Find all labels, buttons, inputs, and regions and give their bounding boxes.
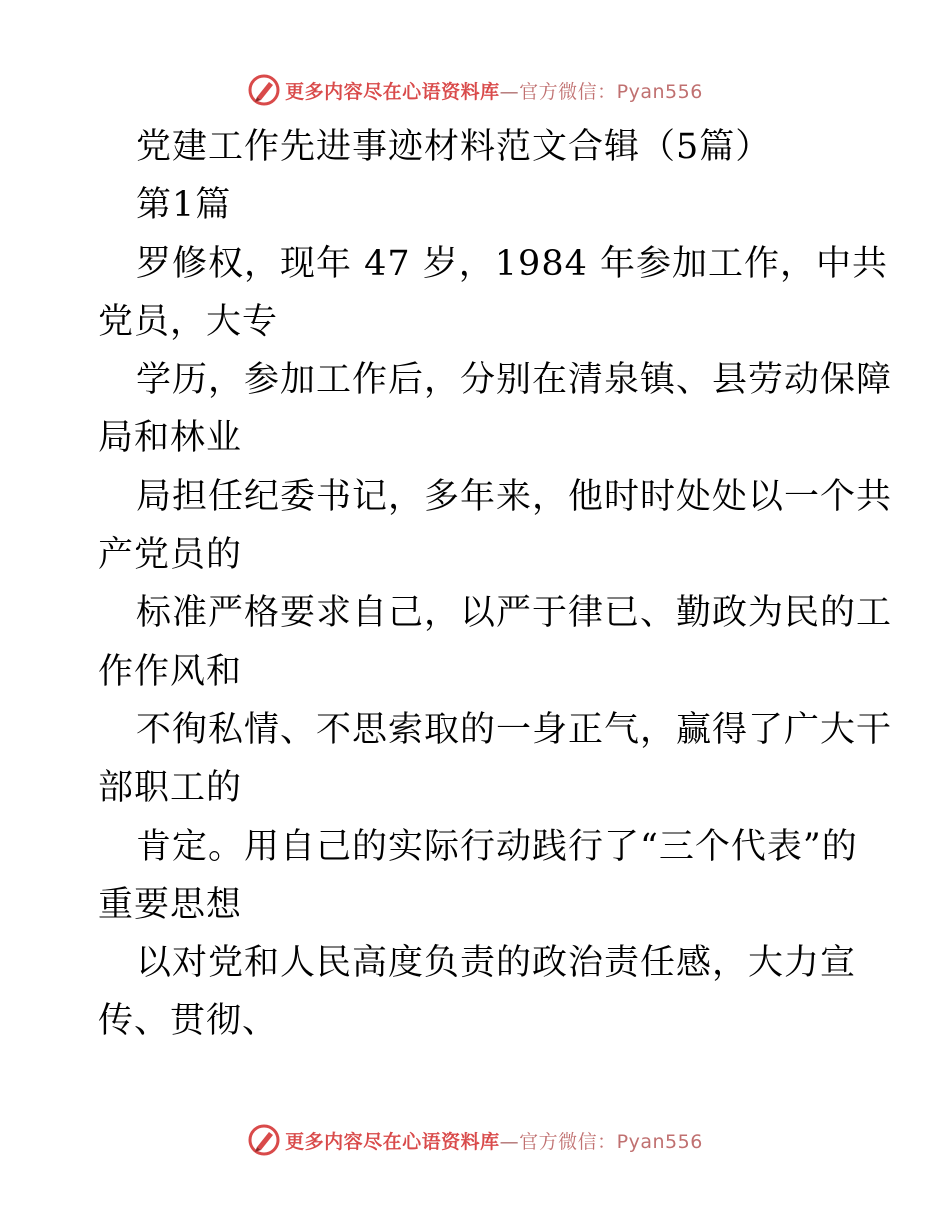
paragraph-line: 学历，参加工作后，分别在清泉镇、县劳动保障 — [136, 360, 893, 401]
header-dash: — — [499, 80, 520, 103]
footer-dash: — — [499, 1130, 520, 1153]
footer-banner — [0, 1120, 950, 1160]
paragraph-line: 标准严格要求自己，以严于律已、勤政为民的工 — [136, 593, 893, 634]
document-title: 党建工作先进事迹材料范文合辑（5篇） — [136, 127, 772, 167]
paragraph-line: 肯定。用自己的实际行动践行了“三个代表”的 — [136, 826, 858, 867]
header-wechat: 官方微信：Pyan556 — [519, 80, 703, 103]
footer-banner-text — [285, 1127, 703, 1154]
paragraph-line: 作作风和 — [98, 651, 243, 692]
paragraph-line: 局和林业 — [98, 418, 243, 459]
document-body — [98, 118, 893, 1051]
paragraph-line: 重要思想 — [98, 884, 243, 925]
header-brand: 更多内容尽在心语资料库 — [285, 80, 500, 103]
paragraph-line: 罗修权，现年 47 岁，1984 年参加工作，中共 — [136, 243, 888, 284]
footer-brand: 更多内容尽在心语资料库 — [285, 1130, 500, 1153]
paragraph-line: 部职工的 — [98, 768, 243, 809]
paragraph-line: 局担任纪委书记，多年来，他时时处处以一个共 — [136, 476, 893, 517]
body-text — [98, 235, 893, 1051]
header-banner — [0, 70, 950, 110]
section-heading: 第1篇 — [136, 185, 232, 226]
paragraph-line: 以对党和人民高度负责的政治责任感，大力宣 — [136, 943, 857, 984]
paragraph-line: 产党员的 — [98, 535, 243, 576]
header-banner-text — [285, 77, 703, 104]
paragraph-line: 党员，大专 — [98, 301, 279, 342]
footer-wechat: 官方微信：Pyan556 — [519, 1130, 703, 1153]
paragraph-line: 传、贯彻、 — [98, 1001, 279, 1042]
pen-logo-icon — [247, 73, 281, 107]
pen-logo-icon — [247, 1123, 281, 1157]
paragraph-line: 不徇私情、不思索取的一身正气，赢得了广大干 — [136, 709, 893, 750]
